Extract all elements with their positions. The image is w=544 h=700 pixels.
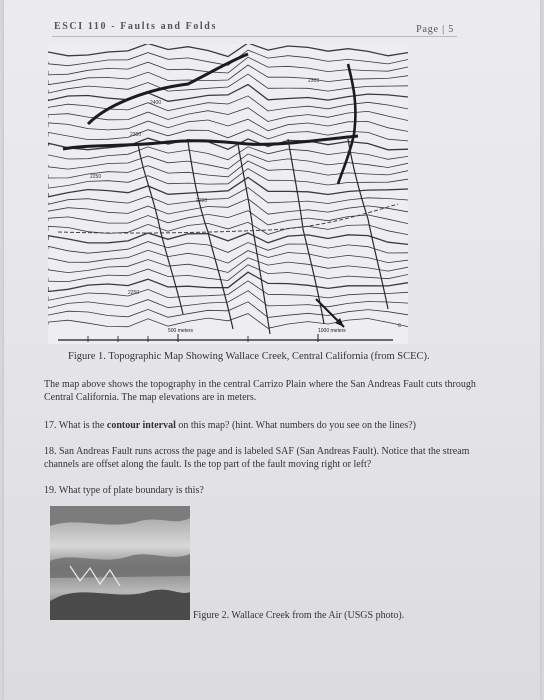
question-19: 19. What type of plate boundary is this?	[44, 485, 204, 496]
course-title: ESCI 110 - Faults and Folds	[54, 21, 217, 32]
q17-bold: contour interval	[106, 420, 176, 431]
contour-label: 2250	[90, 174, 102, 180]
contour-label: 2400	[150, 100, 162, 106]
intro-paragraph: The map above shows the topography in the central Carrizo Plain where the San Andreas Fault cuts through Central California. The map elevations are in meters.	[44, 379, 476, 403]
wallace-creek-photo	[50, 506, 190, 620]
page-number: Page | 5	[416, 24, 454, 35]
contour-label: 2350	[130, 132, 142, 138]
q17-suffix: on this map? (hint. What numbers do you see on the lines?)	[175, 420, 416, 431]
question-17	[44, 420, 499, 433]
contour-label: 2200	[196, 198, 208, 204]
contour-label: 2250	[128, 290, 140, 296]
question-18: 18. San Andreas Fault runs across the page and is labeled SAF (San Andreas Fault). Notice that the stream channels are offset along the fault. Is the top part of the fault moving right or left?	[44, 446, 470, 470]
page-header	[54, 16, 454, 36]
aerial-photo-svg	[50, 506, 190, 620]
topographic-map-svg	[48, 44, 408, 344]
document-page	[4, 0, 540, 700]
scale-label-1000: 1000 meters	[318, 328, 346, 334]
figure2-caption: Figure 2. Wallace Creek from the Air (USGS photo).	[193, 610, 405, 621]
contour-label: 2300	[308, 78, 320, 84]
scale-label-500: 500 meters	[168, 328, 194, 334]
topographic-map	[48, 44, 408, 344]
header-divider	[52, 36, 457, 37]
figure1-caption: Figure 1. Topographic Map Showing Wallace Creek, Central California (from SCEC).	[68, 351, 430, 362]
map-corner-letter: c	[398, 323, 401, 329]
q17-prefix: 17. What is the	[44, 420, 107, 431]
